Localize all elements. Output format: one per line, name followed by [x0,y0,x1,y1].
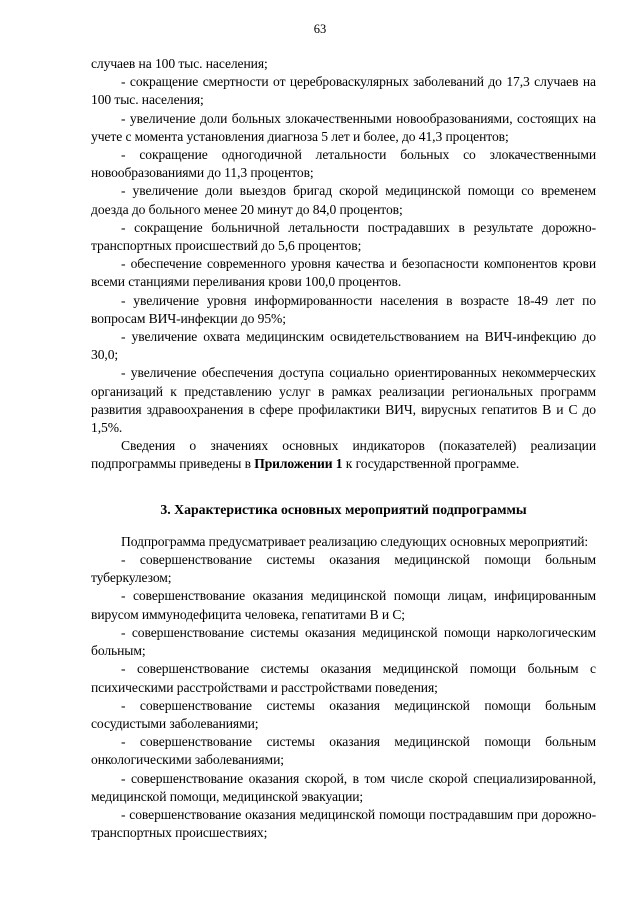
list-item: - увеличение уровня информированности населения в возрасте 18-49 лет по вопросам ВИЧ-инфекции до 95%; [91,292,596,326]
list-item: - совершенствование системы оказания медицинской помощи наркологическим больным; [91,624,596,659]
section-heading: 3. Характеристика основных мероприятий подпрограммы [160,501,527,517]
list-item-continuation: случаев на 100 тыс. населения; [91,56,268,71]
list-item: - увеличение обеспечения доступа социально ориентированных некоммерческих организаций к представлению услуг в рамках реализации региональных программ развития здравоохранения в сфере профилактики ВИЧ, вирусных гепатитов B и C до 1,5%. [91,365,596,436]
summary-paragraph [91,437,596,473]
list-item: - сокращение смертности от цереброваскулярных заболеваний до 17,3 случаев на 100 тыс. населения; [91,74,596,108]
list-item: - совершенствование системы оказания медицинской помощи больным с психическими расстройствами и расстройствами поведения; [91,661,596,695]
list-item: - сокращение одногодичной летальности больных со злокачественными новообразованиями до 11,3 процентов; [91,147,596,181]
appendix-reference: Приложении 1 [254,456,343,472]
list-item: - увеличение доли выездов бригад скорой медицинской помощи со временем доезда до больного менее 20 минут до 84,0 процентов; [91,183,596,217]
list-item: - совершенствование оказания скорой, в том числе скорой специализированной, медицинской помощи, медицинской эвакуации; [91,770,596,804]
page-number: 63 [313,22,327,36]
section-intro: Подпрограмма предусматривает реализацию следующих основных мероприятий: [121,533,589,549]
list-item: - совершенствование оказания медицинской помощи пострадавшим при дорожно-транспортных происшествиях; [91,806,596,841]
list-item: - совершенствование системы оказания медицинской помощи больным туберкулезом; [91,552,596,586]
list-item: - сокращение больничной летальности пострадавших в результате дорожно-транспортных происшествий до 5,6 процентов; [91,219,596,254]
document-body [91,55,596,842]
list-item: - совершенствование системы оказания медицинской помощи больным сосудистыми заболеваниями; [91,697,596,731]
list-item: - увеличение охвата медицинским освидетельствованием на ВИЧ-инфекцию до 30,0; [91,329,596,363]
summary-text-after: к государственной программе. [342,456,520,472]
list-item: - увеличение доли больных злокачественными новообразованиями, состоящих на учете с момента установления диагноза 5 лет и более, до 41,3 процентов; [91,110,596,144]
summary-text-before: Сведения о значениях основных индикаторов (показателей) реализации подпрограммы приведены в [91,438,596,472]
list-item: - совершенствование системы оказания медицинской помощи больным онкологическими заболеваниями; [91,734,596,768]
list-item: - совершенствование оказания медицинской помощи лицам, инфицированным вирусом иммунодефицита человека, гепатитами B и C; [91,588,596,622]
list-item: - обеспечение современного уровня качества и безопасности компонентов крови всеми станциями переливания крови 100,0 процентов. [91,256,596,290]
